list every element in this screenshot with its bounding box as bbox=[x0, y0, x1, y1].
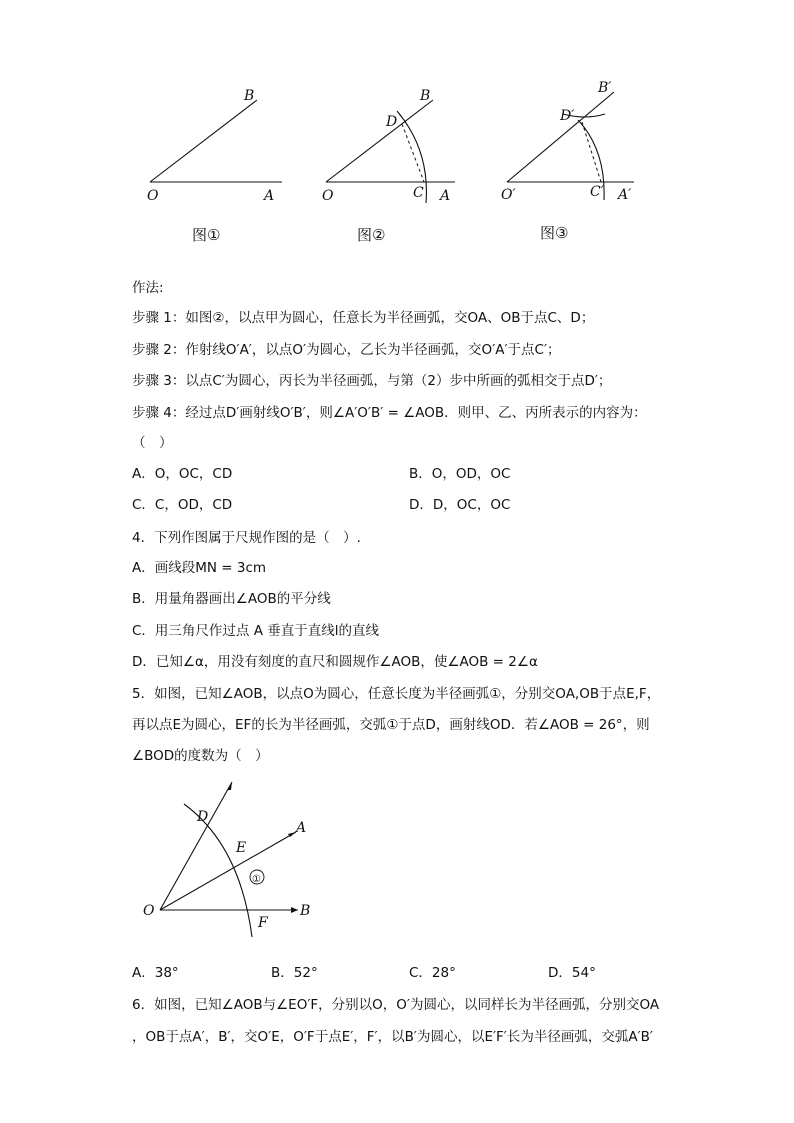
label-f: F bbox=[258, 915, 268, 931]
q3-option-a[interactable]: A．O，OC，CD bbox=[132, 466, 233, 482]
label-a: A bbox=[264, 188, 275, 204]
label-o: O bbox=[147, 188, 159, 204]
figure-1 bbox=[147, 88, 282, 204]
arrow-b bbox=[291, 907, 298, 913]
q5-figure bbox=[130, 775, 330, 940]
figure-3 bbox=[501, 80, 634, 203]
label-b: B bbox=[244, 88, 255, 104]
label-o: O′ bbox=[501, 187, 516, 203]
q4-option-c[interactable]: C．用三角尺作过点 A 垂直于直线l的直线 bbox=[132, 623, 379, 639]
step-3: 步骤 3：以点C′为圆心，丙长为半径画弧，与第（2）步中所画的弧相交于点D′； bbox=[132, 373, 612, 389]
label-a: A′ bbox=[618, 187, 632, 203]
arc-1 bbox=[184, 804, 252, 937]
label-o: O bbox=[143, 903, 155, 919]
figure-2 bbox=[322, 88, 455, 204]
dashed-c-d bbox=[582, 122, 601, 182]
step-4: 步骤 4：经过点D′画射线O′B′，则∠A′O′B′ = ∠AOB．则甲、乙、丙所表示的内容为： bbox=[132, 405, 647, 421]
label-d: D bbox=[197, 809, 209, 825]
figure-3-caption: 图③ bbox=[540, 224, 569, 242]
q3-option-d[interactable]: D．D，OC，OC bbox=[409, 497, 511, 513]
label-arc-1: ① bbox=[252, 874, 261, 885]
label-a: A bbox=[440, 188, 451, 204]
q6-line-1: 6．如图，已知∠AOB与∠EO′F，分别以O，O′为圆心，以同样长为半径画弧，分别交OA bbox=[132, 997, 660, 1013]
step-2: 步骤 2：作射线O′A′，以点O′为圆心，乙长为半径画弧，交O′A′于点C′； bbox=[132, 342, 561, 358]
label-d: D′ bbox=[560, 108, 575, 124]
label-b: B′ bbox=[598, 80, 612, 96]
figure-1-caption: 图① bbox=[192, 226, 221, 244]
label-b: B bbox=[300, 903, 311, 919]
q4-option-b[interactable]: B．用量角器画出∠AOB的平分线 bbox=[132, 591, 331, 607]
label-b: B bbox=[420, 88, 431, 104]
ray-od bbox=[160, 782, 232, 910]
figure-2-caption: 图② bbox=[357, 226, 386, 244]
label-c: C′ bbox=[590, 184, 604, 200]
q5-option-d[interactable]: D．54° bbox=[548, 965, 596, 981]
q5-line-3: ∠BOD的度数为（ ） bbox=[132, 748, 269, 764]
q6-line-2: ，OB于点A′，B′，交O′E，O′F于点E′，F′，以B′为圆心，以E′F′长为半径画弧，交弧A′B′ bbox=[132, 1029, 653, 1045]
q5-line-1: 5．如图，已知∠AOB，以点O为圆心，任意长度为半径画弧①，分别交OA,OB于点E,F， bbox=[132, 686, 661, 702]
q5-option-a[interactable]: A．38° bbox=[132, 965, 179, 981]
q5-line-2: 再以点E为圆心，EF的长为半径画弧，交弧①于点D，画射线OD．若∠AOB = 26°，则 bbox=[132, 717, 650, 733]
top-figures bbox=[0, 60, 794, 260]
q4-stem: 4．下列作图属于尺规作图的是（ ）. bbox=[132, 530, 361, 546]
ray-o-b bbox=[507, 92, 614, 182]
label-d: D bbox=[386, 114, 398, 130]
step-1: 步骤 1：如图②，以点甲为圆心，任意长为半径画弧，交OA、OB于点C、D； bbox=[132, 310, 595, 326]
ray-ob bbox=[326, 100, 433, 182]
label-e: E bbox=[236, 840, 247, 856]
label-c: C bbox=[413, 185, 424, 201]
label-a: A bbox=[296, 820, 307, 836]
q3-option-b[interactable]: B．O，OD，OC bbox=[409, 466, 511, 482]
q4-option-d[interactable]: D．已知∠α，用没有刻度的直尺和圆规作∠AOB，使∠AOB = 2∠α bbox=[132, 654, 538, 670]
ray-oa bbox=[160, 832, 296, 910]
label-o: O bbox=[322, 188, 334, 204]
method-title: 作法: bbox=[132, 280, 164, 296]
answer-bracket: （ ） bbox=[132, 435, 173, 451]
q5-option-b[interactable]: B．52° bbox=[271, 965, 318, 981]
ray-ob bbox=[150, 100, 257, 182]
q5-option-c[interactable]: C．28° bbox=[409, 965, 456, 981]
q3-option-c[interactable]: C．C，OD，CD bbox=[132, 497, 233, 513]
q4-option-a[interactable]: A．画线段MN = 3cm bbox=[132, 560, 267, 576]
